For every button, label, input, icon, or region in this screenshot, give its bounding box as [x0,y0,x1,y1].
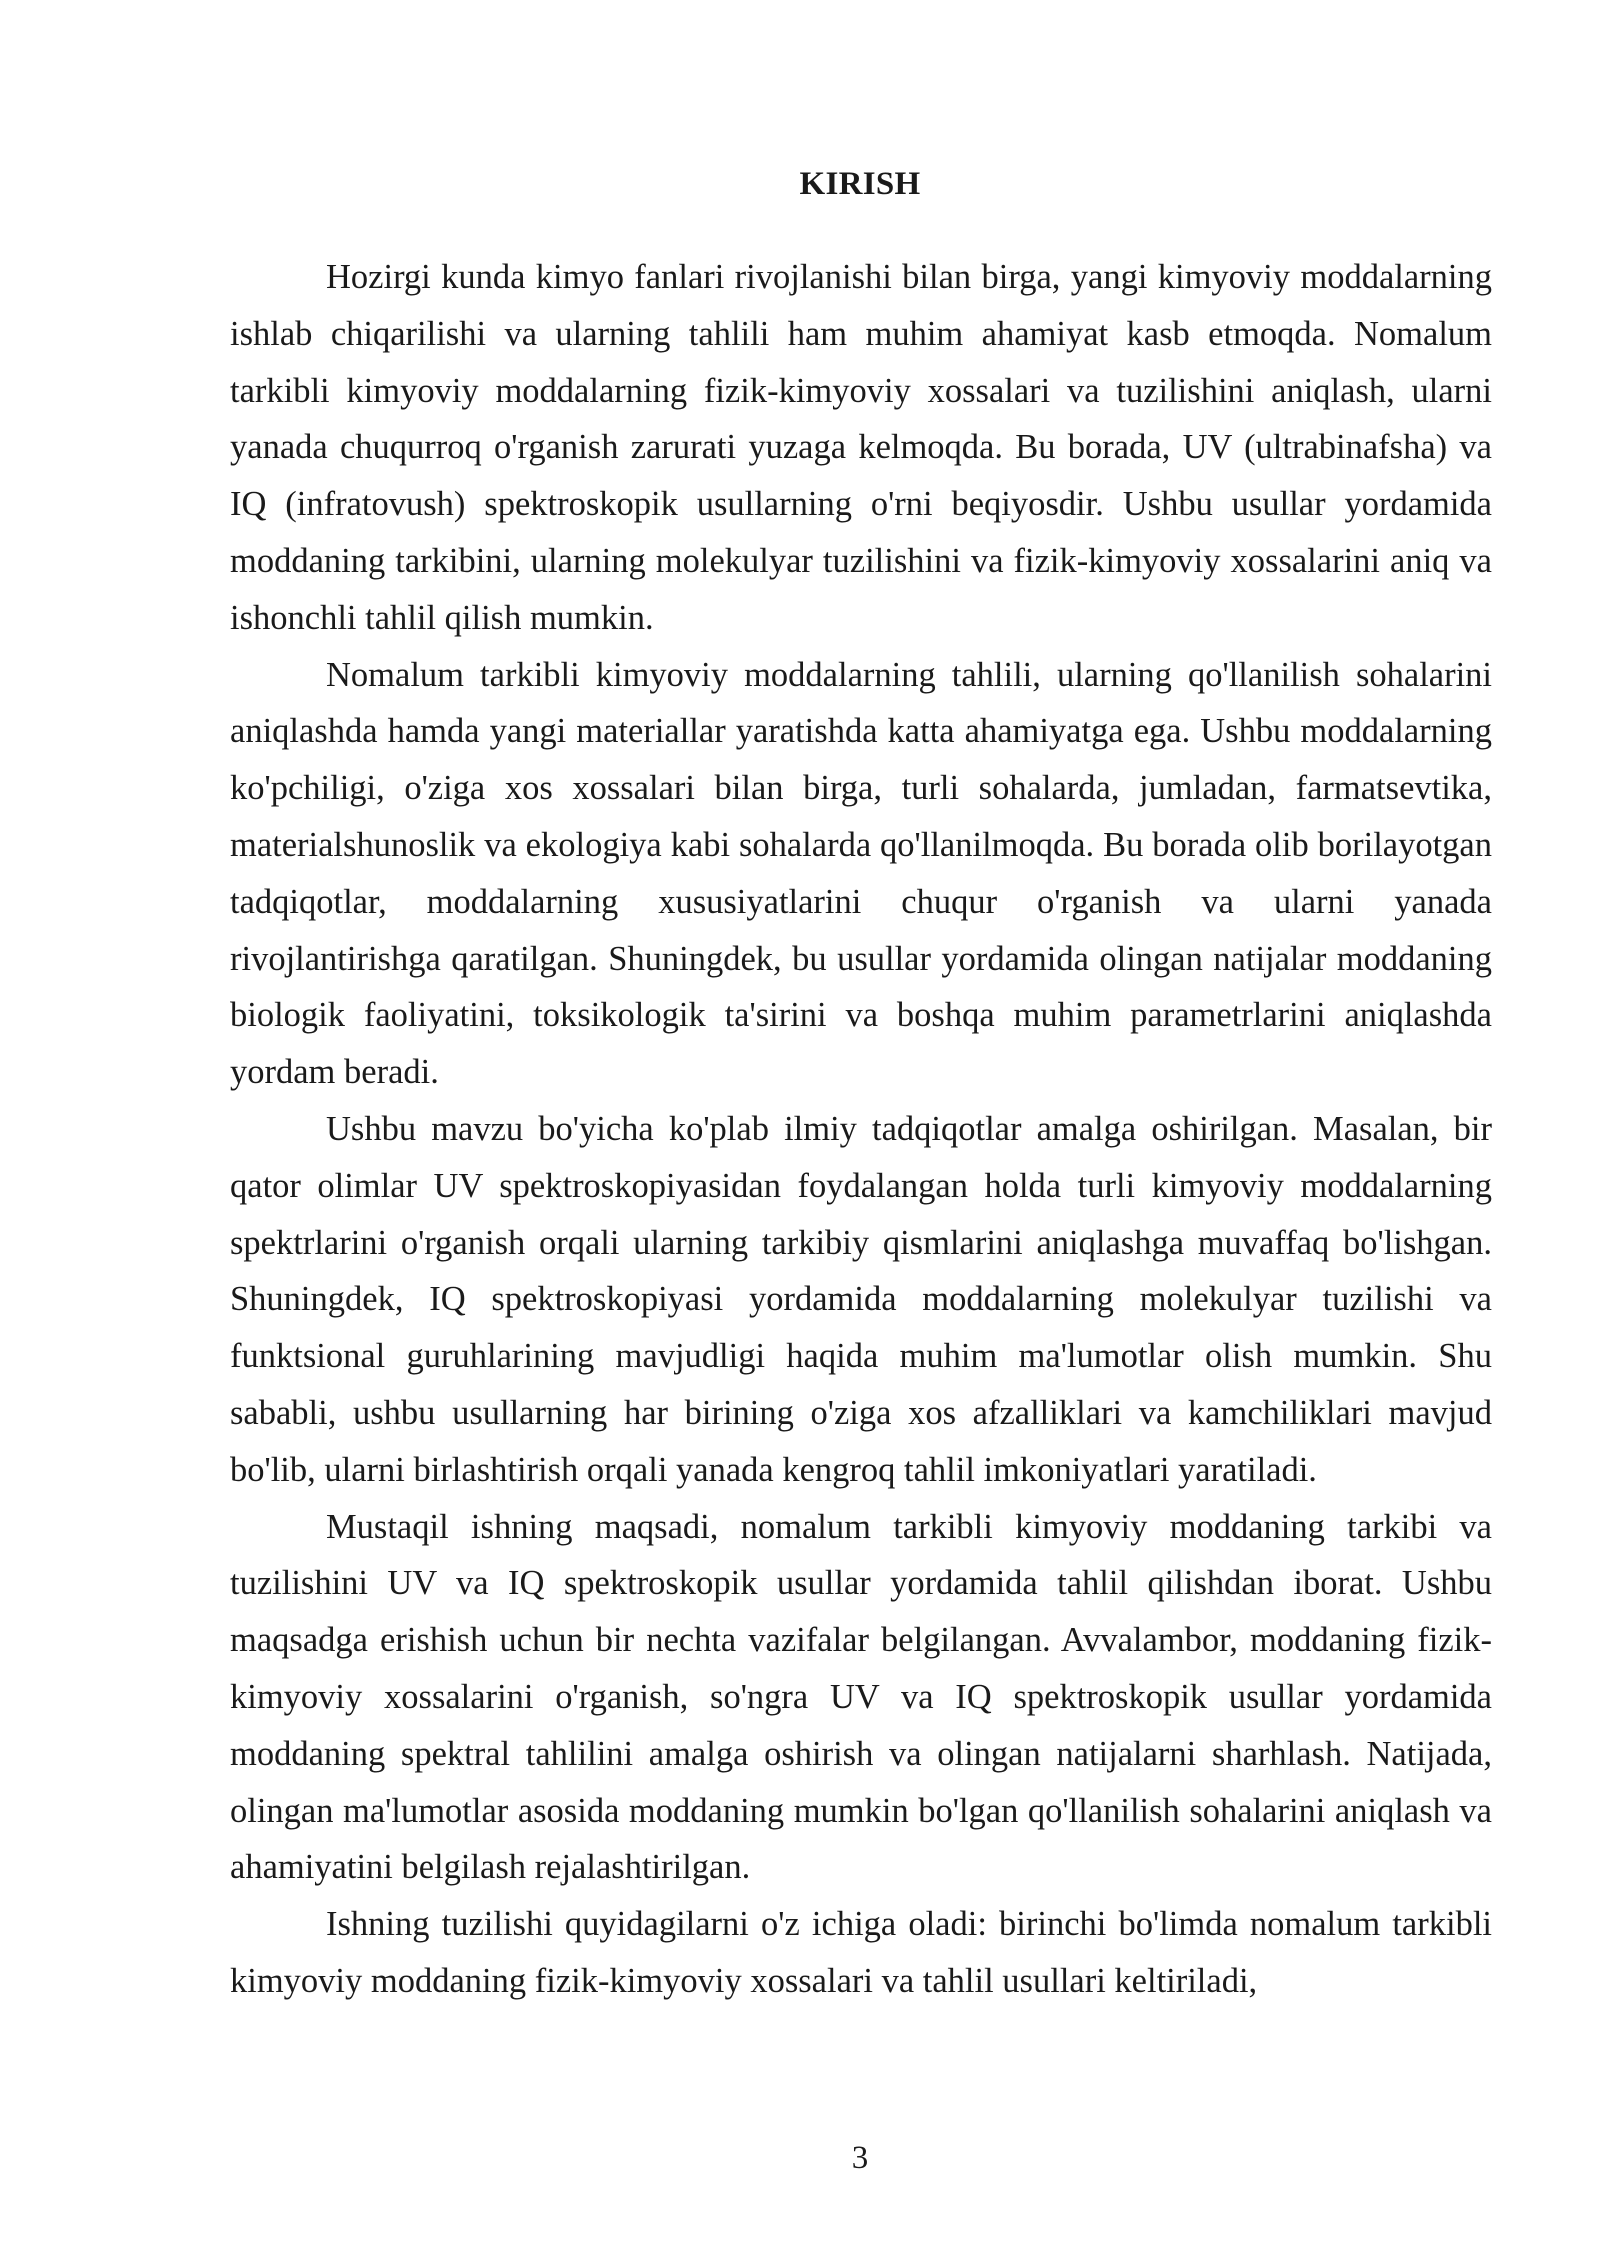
section-heading: KIRISH [799,166,921,202]
paragraph-5: Ishning tuzilishi quyidagilarni o'z ichiga oladi: birinchi bo'limda nomalum tarkibli kimyoviy moddaning fizik-kimyoviy xossalari va tahlil usullari keltiriladi, [230,1905,1492,2000]
paragraph-1: Hozirgi kunda kimyo fanlari rivojlanishi bilan birga, yangi kimyoviy moddalarning ishlab chiqarilishi va ularning tahlili ham muhim ahamiyat kasb etmoqda. Nomalum tarkibli kimyoviy moddalarning fizik-kimyoviy xossalari va tuzilishini aniqlash, ularni yanada chuqurroq o'rganish zarurati yuzaga kelmoqda. Bu borada, UV (ultrabinafsha) va IQ (infratovush) spektroskopik usullarning o'rni beqiyosdir. Ushbu usullar yordamida moddaning tarkibini, ularning molekulyar tuzilishini va fizik-kimyoviy xossalarini aniq va ishonchli tahlil qilish mumkin. [230,258,1492,637]
paragraph-4: Mustaqil ishning maqsadi, nomalum tarkibli kimyoviy moddaning tarkibi va tuzilishini UV va IQ spektroskopik usullar yordamida tahlil qilishdan iborat. Ushbu maqsadga erishish uchun bir nechta vazifalar belgilangan. Avvalambor, moddaning fizik-kimyoviy xossalarini o'rganish, so'ngra UV va IQ spektroskopik usullar yordamida moddaning spektral tahlilini amalga oshirish va olingan natijalarni sharhlash. Natijada, olingan ma'lumotlar asosida moddaning mumkin bo'lgan qo'llanilish sohalarini aniqlash va ahamiyatini belgilash rejalashtirilgan. [230,1507,1492,1887]
paragraph-3: Ushbu mavzu bo'yicha ko'plab ilmiy tadqiqotlar amalga oshirilgan. Masalan, bir qator olimlar UV spektroskopiyasidan foydalangan holda turli kimyoviy moddalarning spektrlarini o'rganish orqali ularning tarkibiy qismlarini aniqlashga muvaffaq bo'lishgan. Shuningdek, IQ spektroskopiyasi yordamida moddalarning molekulyar tuzilishi va funktsional guruhlarining mavjudligi haqida muhim ma'lumotlar olish mumkin. Shu sababli, ushbu usullarning har birining o'ziga xos afzalliklari va kamchiliklari mavjud bo'lib, ularni birlashtirish orqali yanada kengroq tahlil imkoniyatlari yaratiladi. [230,1109,1492,1489]
page-number: 3 [851,2140,869,2176]
paragraph-2: Nomalum tarkibli kimyoviy moddalarning tahlili, ularning qo'llanilish sohalarini aniqlashda hamda yangi materiallar yaratishda katta ahamiyatga ega. Ushbu moddalarning ko'pchiligi, o'ziga xos xossalari bilan birga, turli sohalarda, jumladan, farmatsevtika, materialshunoslik va ekologiya kabi sohalarda qo'llanilmoqda. Bu borada olib borilayotgan tadqiqotlar, moddalarning xususiyatlarini chuqur o'rganish va ularni yanada rivojlantirishga qaratilgan. Shuningdek, bu usullar yordamida olingan natijalar moddaning biologik faoliyatini, toksikologik ta'sirini va boshqa muhim parametrlarini aniqlashda yordam beradi. [230,655,1492,1092]
body-text [230,249,1492,2010]
